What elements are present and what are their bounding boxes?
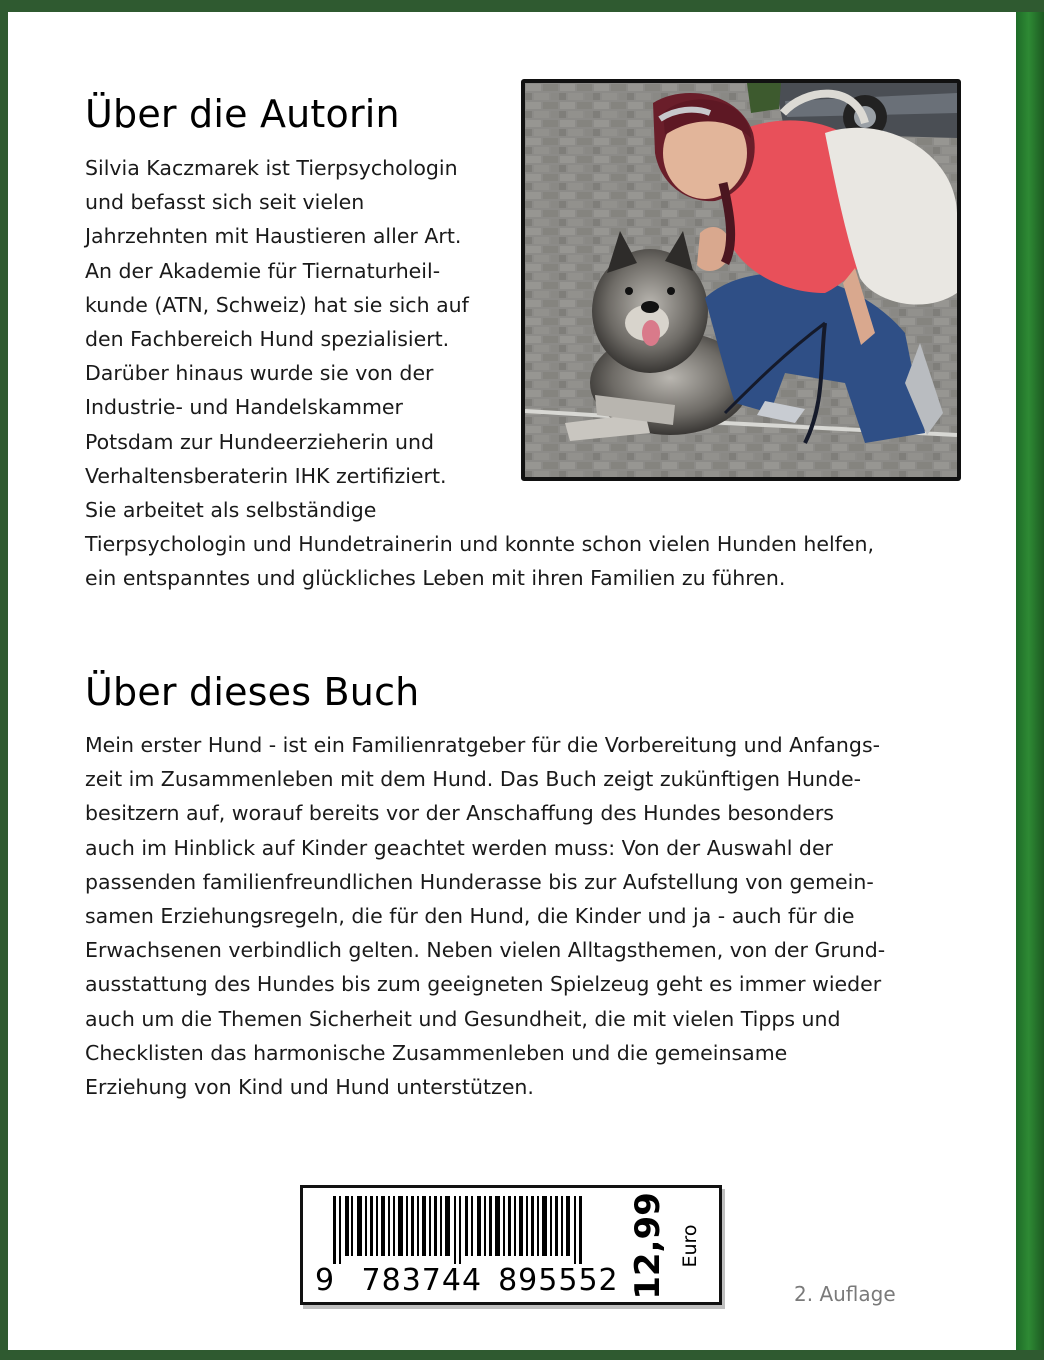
book-description-line: Erziehung von Kind und Hund unterstützen. <box>85 1075 534 1100</box>
book-description-line: ausstattung des Hundes bis zum geeigneten Spielzeug geht es immer wieder <box>85 972 882 997</box>
author-bio-line: und befasst sich seit vielen <box>85 190 365 215</box>
author-bio-line: Jahrzehnten mit Haustieren aller Art. <box>85 224 462 249</box>
book-description-line: besitzern auf, worauf bereits vor der Anschaffung des Hundes besonders <box>85 801 834 826</box>
price-currency: Euro <box>679 1224 701 1268</box>
author-bio-line: Verhaltensberaterin IHK zertifiziert. <box>85 463 447 488</box>
price-container <box>619 1192 677 1300</box>
book-description-line: Mein erster Hund - ist ein Familienratgeber für die Vorbereitung und Anfangs- <box>85 733 881 757</box>
book-description-line: auch im Hinblick auf Kinder geachtet werden muss: Von der Auswahl der <box>85 835 833 860</box>
author-bio-line: Silvia Kaczmarek ist Tierpsychologin <box>85 156 458 180</box>
back-cover-page <box>8 12 1016 1350</box>
author-bio <box>85 151 915 596</box>
book-description-line: Erwachsenen verbindlich gelten. Neben vielen Alltagsthemen, von der Grund- <box>85 938 886 963</box>
author-bio-line: Darüber hinaus wurde sie von der <box>85 361 434 386</box>
barcode-bars <box>323 1196 603 1264</box>
book-description-line: samen Erziehungsregeln, die für den Hund, die Kinder und ja - auch für die <box>85 904 855 929</box>
book-description-line: auch um die Themen Sicherheit und Gesundheit, die mit vielen Tipps und <box>85 1006 841 1031</box>
author-bio-line: kunde (ATN, Schweiz) hat sie sich auf <box>85 292 469 317</box>
cover-spine-edge <box>1016 12 1044 1350</box>
isbn-barcode-label <box>300 1185 722 1305</box>
book-description <box>85 728 915 1104</box>
author-bio-line: Sie arbeitet als selbständige <box>85 498 377 523</box>
book-heading: Über dieses Buch <box>85 670 420 714</box>
isbn-number <box>315 1263 619 1298</box>
author-bio-line: An der Akademie für Tiernaturheil- <box>85 258 441 283</box>
isbn-left-group: 783744 <box>361 1263 483 1298</box>
book-description-line: zeit im Zusammenleben mit dem Hund. Das Buch zeigt zukünftigen Hunde- <box>85 767 861 792</box>
book-description-line: Checklisten das harmonische Zusammenleben und die gemeinsame <box>85 1040 788 1065</box>
isbn-prefix-digit: 9 <box>315 1263 336 1298</box>
author-bio-line: Industrie- und Handelskammer <box>85 395 403 420</box>
price-value: 12,99 <box>628 1192 668 1300</box>
author-bio-line: Tierpsychologin und Hundetrainerin und konnte schon vielen Hunden helfen, <box>85 532 874 557</box>
author-heading: Über die Autorin <box>85 92 400 136</box>
book-description-line: passenden familienfreundlichen Hunderasse bis zur Aufstellung von gemein- <box>85 869 874 894</box>
author-bio-line: ein entspanntes und glückliches Leben mit ihren Familien zu führen. <box>85 566 786 591</box>
currency-container <box>675 1196 705 1296</box>
isbn-right-group: 895552 <box>498 1263 619 1298</box>
edition-label: 2. Auflage <box>794 1282 896 1306</box>
author-bio-line: den Fachbereich Hund spezialisiert. <box>85 327 450 352</box>
author-bio-line: Potsdam zur Hundeerzieherin und <box>85 429 435 454</box>
